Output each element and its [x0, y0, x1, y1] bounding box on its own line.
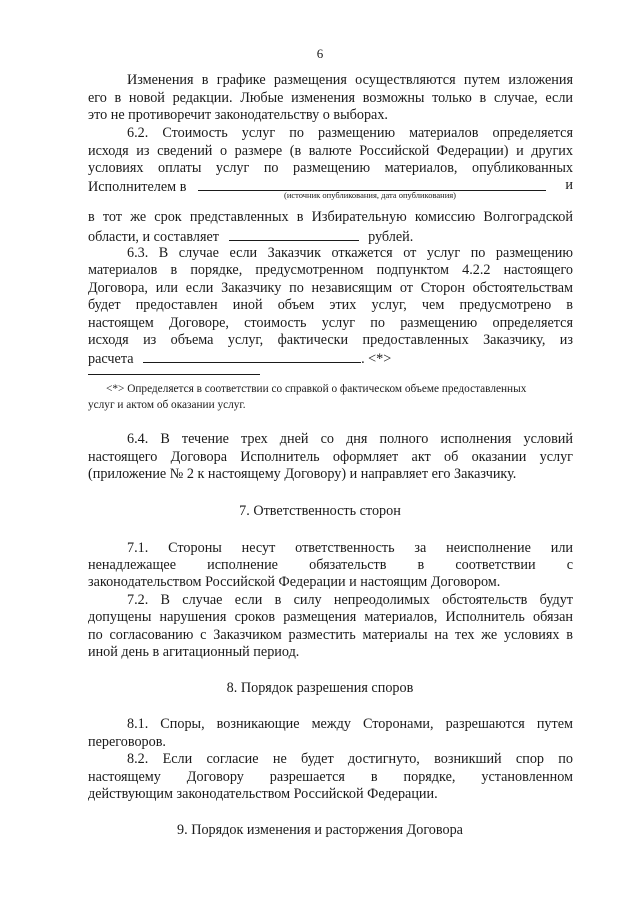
clause-7-1-line: ненадлежащее исполнение обязательств в соответствии с — [88, 557, 573, 573]
clause-6-2-line-amount — [88, 227, 573, 247]
source-blank-field — [198, 177, 546, 191]
clause-8-1-line: переговоров. — [88, 734, 166, 750]
clause-6-2-line: исходя из сведений о размере (в валюте Российской Федерации) и других — [88, 143, 573, 159]
clause-6-4-line: настоящего Договора Исполнитель оформляет акт об оказании услуг — [88, 449, 573, 465]
paragraph-line: это не противоречит законодательству о выборах. — [88, 107, 388, 123]
footnote-separator — [88, 374, 260, 375]
clause-6-3-line: настоящем Договоре, стоимость услуг по размещению определяется — [88, 315, 573, 331]
clause-6-4-line: 6.4. В течение трех дней со дня полного исполнения условий — [127, 431, 573, 447]
paragraph-line: Изменения в графике размещения осуществляются путем изложения — [127, 72, 573, 88]
clause-text: расчета — [88, 351, 134, 367]
clause-6-2-line: в тот же срок представленных в Избирательную комиссию Волгоградской — [88, 209, 573, 225]
clause-6-3-line-calc — [88, 349, 573, 369]
clause-text: рублей. — [368, 229, 414, 245]
clause-7-2-line: 7.2. В случае если в силу непреодолимых обстоятельств будут — [127, 592, 573, 608]
clause-text: и — [565, 177, 573, 193]
section-8-heading: 8. Порядок разрешения споров — [226, 680, 414, 696]
clause-6-3-line: Договора, или если Заказчику по независящим от Сторон обстоятельствам — [88, 280, 573, 296]
section-9-heading: 9. Порядок изменения и расторжения Договора — [177, 822, 463, 838]
clause-text: области, и составляет — [88, 229, 219, 245]
clause-7-2-line: иной день в агитационный период. — [88, 644, 300, 660]
clause-8-2-line: 8.2. Если согласие не будет достигнуто, возникший спор по — [127, 751, 573, 767]
clause-7-2-line: допущены нарушения сроков размещения материалов, Исполнитель обязан — [88, 609, 573, 625]
clause-6-3-line: исходя из объема услуг, фактически предоставленных Заказчику, из — [88, 332, 573, 348]
clause-6-3-line: 6.3. В случае если Заказчик откажется от услуг по размещению — [127, 245, 573, 261]
section-7-heading: 7. Ответственность сторон — [239, 503, 401, 519]
clause-8-2-line: действующим законодательством Российской Федерации. — [88, 786, 438, 802]
amount-blank-field — [229, 227, 359, 241]
clause-6-3-line: будет предоставлен иной объем этих услуг, чем предусмотрено в — [88, 297, 573, 313]
clause-text: . <*> — [361, 351, 392, 367]
clause-8-1-line: 8.1. Споры, возникающие между Сторонами, разрешаются путем — [127, 716, 573, 732]
paragraph-line: его в новой редакции. Любые изменения возможны только в случае, если — [88, 90, 573, 106]
clause-7-2-line: по согласованию с Заказчиком разместить материалы на тех же условиях в — [88, 627, 573, 643]
clause-8-2-line: настоящему Договору разрешается в порядке, установленном — [88, 769, 573, 785]
page-number: 6 — [316, 46, 324, 61]
clause-7-1-line: 7.1. Стороны несут ответственность за неисполнение или — [127, 540, 573, 556]
footnote-line: услуг и актом об оказании услуг. — [88, 399, 246, 411]
source-caption: (источник опубликования, дата опубликования) — [283, 190, 457, 200]
clause-6-2-line: 6.2. Стоимость услуг по размещению материалов определяется — [127, 125, 573, 141]
clause-7-1-line: законодательством Российской Федерации и настоящим Договором. — [88, 574, 501, 590]
clause-6-2-line: условиях оплаты услуг по размещению материалов, опубликованных — [88, 160, 573, 176]
clause-text: Исполнителем в — [88, 179, 187, 195]
clause-6-3-line: материалов в порядке, предусмотренном подпунктом 4.2.2 настоящего — [88, 262, 573, 278]
clause-6-4-line: (приложение № 2 к настоящему Договору) и направляет его Заказчику. — [88, 466, 517, 482]
footnote-line: <*> Определяется в соответствии со справкой о фактическом объеме предоставленных — [106, 383, 527, 395]
calculation-blank-field — [143, 349, 361, 363]
